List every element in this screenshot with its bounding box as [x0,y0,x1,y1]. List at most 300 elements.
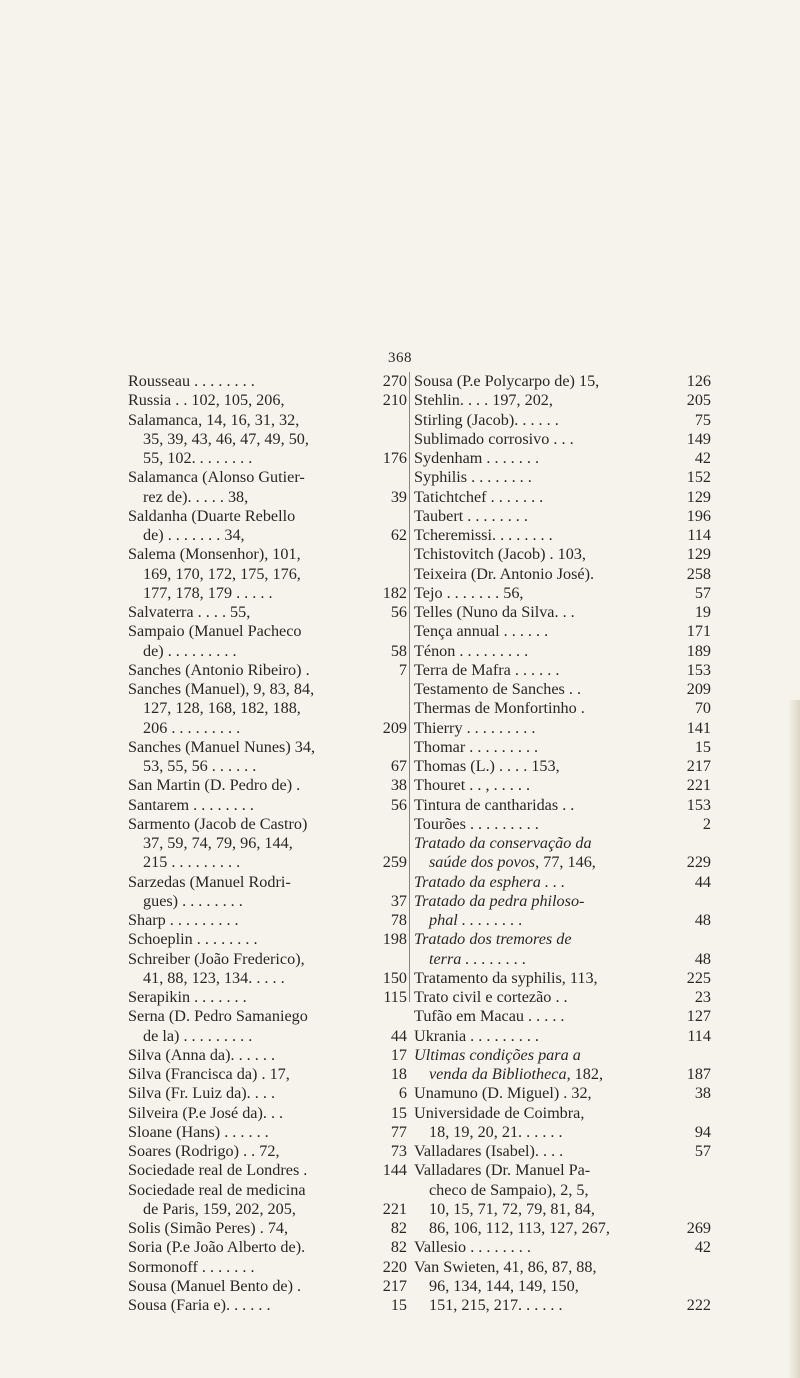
index-entry-text [414,565,677,584]
index-entry-text [128,603,373,622]
index-entry-page: 115 [383,988,407,1006]
index-entry-line: Sarmento (Jacob de Castro) [128,814,308,833]
index-entry-page: 152 [686,468,711,487]
index-entry-text [128,468,373,507]
index-entry [414,988,711,1007]
index-entry-line: 53, 55, 56 . . . . . . [143,757,257,775]
index-entry-page: 42 [694,1238,711,1257]
index-entry-line: 86, 106, 112, 113, 127, 267, [429,1219,610,1237]
index-entry-line: 96, 134, 144, 149, 150, [429,1276,579,1295]
index-entry-text [414,1046,677,1085]
index-entry [128,661,407,680]
index-entry-line: 35, 39, 43, 46, 47, 49, 50, [143,429,309,448]
index-entry-line: Sarzedas (Manuel Rodri- [128,872,291,891]
index-entry-page: 77 [390,1122,407,1141]
index-entry-text [414,738,677,757]
index-entry-line: Van Swieten, 41, 86, 87, 88, [414,1257,597,1276]
index-entry-line: Ukrania . . . . . . . . . [414,1026,539,1045]
index-entry [414,1161,711,1238]
index-entry-page: 259 [382,853,407,872]
index-entry-page: 220 [382,1257,407,1276]
index-entry-text [414,526,677,545]
index-entry-line: Schreiber (João Frederico), [128,949,305,968]
index-entry-text [128,1238,373,1257]
index-entry-text [128,1065,373,1084]
index-entry-page: 19 [694,603,711,621]
index-entry [414,1084,711,1103]
index-entry [128,815,407,873]
index-entry-text [414,642,677,661]
index-entry-text [414,391,677,410]
index-entry-text [128,1296,373,1315]
index-entry-text [414,430,677,449]
index-entry-page: 44 [390,1026,407,1045]
index-entry-line: Testamento de Sanches . . [414,680,581,698]
index-entry-page: 56 [390,795,407,814]
index-entry-text [414,873,677,892]
index-entry-text [414,411,677,430]
index-entry [128,1258,407,1277]
index-entry [128,930,407,949]
index-entry-line: Universidade de Coimbra, [414,1103,585,1122]
index-entry [414,873,711,892]
index-entry [128,411,407,469]
page-number: 368 [388,350,412,366]
index-entry-line: Sydenham . . . . . . . [414,449,539,467]
page-edge-stain [788,700,800,1378]
index-entry-line: Syphilis . . . . . . . . [414,468,532,487]
index-entry-line: Tença annual . . . . . . [414,622,549,641]
index-entry-page: 57 [694,1142,711,1160]
index-entry-page: 198 [382,930,407,949]
index-entry-text [414,545,677,564]
index-entry-line: Tintura de cantharidas . . [414,795,575,814]
index-entry-line: Sanches (Antonio Ribeiro) . [128,660,310,679]
index-entry-page: 62 [390,526,407,544]
index-entry-line: Tufão em Macau . . . . . [414,1007,565,1026]
index-entry-line: 215 . . . . . . . . . [143,853,241,872]
index-entry-page: 225 [686,968,711,987]
index-entry-page: 153 [686,795,711,814]
index-entry-text [414,757,677,776]
index-entry-text [128,1142,373,1161]
index-entry-page: 222 [686,1296,711,1314]
index-entry-line: Ultimas condições para a [414,1045,581,1064]
index-entry-line: de) . . . . . . . . . [143,641,237,660]
column-divider [409,372,410,1002]
index-entry [128,391,407,410]
index-entry-line: phal . . . . . . . . [429,911,523,929]
index-entry [128,603,407,622]
index-entry-line: Russia . . 102, 105, 206, [128,391,285,410]
index-entry-page: 94 [694,1122,711,1141]
index-entry-text [128,507,373,546]
index-entry-page: 129 [686,487,711,506]
index-entry-line: Tatichtchef . . . . . . . [414,487,544,506]
index-entry-text [128,930,373,949]
index-entry-line: Sloane (Hans) . . . . . . [128,1122,269,1141]
index-entry-page: 221 [382,1199,407,1218]
index-entry-page: 210 [382,391,407,410]
index-entry-line: Sousa (Manuel Bento de) . [128,1276,302,1295]
index-entry-text [128,372,373,391]
index-entry-text [414,776,677,795]
index-entry-text [128,738,373,777]
index-entry-line: Salamanca (Alonso Gutier- [128,468,305,487]
index-entry-text [414,1104,677,1143]
index-entry-text [128,622,373,661]
index-entry-line: Sanches (Manuel Nunes) 34, [128,737,316,756]
index-entry [128,738,407,777]
index-entry-text [414,930,677,969]
index-entry-line: Santarem . . . . . . . . [128,795,254,814]
index-entry-line: Silva (Fr. Luiz da). . . . [128,1084,276,1103]
index-entry-line: Tratado da pedra philoso- [414,891,585,910]
index-entry-line: Vallesio . . . . . . . . [414,1238,531,1257]
index-entry-page: 150 [382,968,407,987]
index-entry-text [414,1161,677,1238]
index-entry [414,661,711,680]
index-entry-page: 15 [390,1103,407,1122]
index-entry-page: 82 [390,1219,407,1237]
index-entry [128,468,407,507]
index-entry [414,1027,711,1046]
index-entry [128,507,407,546]
index-entry-page: 70 [694,699,711,718]
index-entry-page: 18 [390,1065,407,1083]
index-entry-page: 153 [686,660,711,679]
index-entry-line: 177, 178, 179 . . . . . [143,583,273,602]
index-entry [414,372,711,391]
index-entry-page: 229 [686,853,711,872]
index-entry-line: Trato civil e cortezão . . [414,988,568,1006]
index-entry-page: 15 [390,1296,407,1314]
index-entry [414,391,711,410]
index-entry [128,776,407,795]
index-entry [128,1065,407,1084]
index-entry [128,988,407,1007]
index-entry-line: Stehlin. . . . 197, 202, [414,391,553,410]
index-entry-line: Tratado da esphera . . . [414,872,566,891]
index-entry-page: 23 [694,988,711,1006]
index-entry-text [128,988,373,1007]
index-entry-page: 149 [686,429,711,448]
index-entry [128,680,407,738]
index-entry-text [128,950,373,989]
index-entry-page: 217 [686,757,711,775]
index-entry-page: 75 [694,410,711,429]
index-entry-text [414,1084,677,1103]
index-entry-line: Sociedade real de medicina [128,1180,306,1199]
index-entry-text [128,391,373,410]
index-entry [414,815,711,834]
index-entry [414,449,711,468]
index-entry-line: Solis (Simão Peres) . 74, [128,1219,289,1237]
index-entry-line: Schoeplin . . . . . . . . [128,930,258,949]
index-entry-line: 206 . . . . . . . . . [143,718,241,737]
index-entry [128,1296,407,1315]
index-entry-line: Tratado dos tremores de [414,930,572,949]
index-entry-line: Terra de Mafra . . . . . . [414,660,560,679]
index-entry [414,930,711,969]
index-entry-line: terra . . . . . . . . [429,949,527,968]
index-entry-line: Silva (Francisca da) . 17, [128,1065,290,1083]
index-entry-line: gues) . . . . . . . . [143,891,243,910]
index-entry-page: 82 [390,1238,407,1257]
index-entry-page: 209 [686,680,711,698]
index-entry-text [414,680,677,699]
index-entry-page: 57 [694,583,711,602]
index-entry-line: Valladares (Isabel). . . . [414,1142,564,1160]
index-entry [414,834,711,873]
index-entry-page: 78 [390,911,407,929]
index-entry-text [128,545,373,603]
index-entry-text [128,815,373,873]
index-entry-line: 151, 215, 217. . . . . . [429,1296,563,1314]
index-entry-line: Sanches (Manuel), 9, 83, 84, [128,680,315,698]
index-entry-text [128,911,373,930]
index-entry-text [414,699,677,718]
index-entry-text [414,1142,677,1161]
index-entry [128,1007,407,1046]
index-entry-line: 41, 88, 123, 134. . . . . [143,968,285,987]
index-entry-line: Sharp . . . . . . . . . [128,911,239,929]
index-entry-line: Silva (Anna da). . . . . . [128,1045,276,1064]
index-entry-text [414,661,677,680]
index-entry-text [414,603,677,622]
index-entry [414,565,711,584]
index-entry [128,873,407,912]
index-entry-page: 58 [390,641,407,660]
index-entry-text [128,1277,373,1296]
index-entry [128,545,407,603]
index-entry-text [128,776,373,795]
index-entry-page: 114 [687,1026,711,1045]
index-entry-page: 42 [694,449,711,467]
index-entry-line: Sousa (P.e Polycarpo de) 15, [414,372,600,390]
index-entry-text [414,1027,677,1046]
index-entry [414,776,711,795]
index-entry [128,1277,407,1296]
index-entry-line: Serapikin . . . . . . . [128,988,247,1006]
index-entry-page: 67 [390,757,407,775]
index-entry-line: Taubert . . . . . . . . [414,506,528,525]
index-entry-line: Tchistovitch (Jacob) . 103, [414,545,586,564]
index-entry [414,430,711,449]
index-entry-page: 114 [687,526,711,544]
index-entry-line: Tejo . . . . . . . 56, [414,583,524,602]
index-entry-line: de la) . . . . . . . . . [143,1026,253,1045]
index-entry-line: Stirling (Jacob). . . . . . [414,410,559,429]
index-entry-page: 48 [694,949,711,968]
index-entry-line: Sampaio (Manuel Pacheco [128,622,302,641]
index-entry-line: Thierry . . . . . . . . . [414,718,536,737]
index-column-left [128,372,407,1315]
index-entry [128,372,407,391]
index-entry-page: 209 [382,718,407,737]
index-entry [128,1238,407,1257]
index-entry [128,1084,407,1103]
index-entry [414,584,711,603]
index-entry-text [414,834,677,873]
index-entry-line: Sublimado corrosivo . . . [414,429,574,448]
index-entry-page: 48 [694,911,711,929]
index-entry-text [128,1219,373,1238]
index-entry-line: Soria (P.e João Alberto de). [128,1238,306,1257]
index-entry-text [414,969,677,988]
index-entry [414,796,711,815]
index-entry-line: Tourões . . . . . . . . . [414,814,539,833]
index-entry-line: Unamuno (D. Miguel) . 32, [414,1084,592,1103]
index-entry-line: Thermas de Monfortinho . [414,699,585,718]
index-entry-line: Rousseau . . . . . . . . [128,372,255,390]
index-entry-text [128,1123,373,1142]
index-entry-page: 176 [382,449,407,467]
index-entry [414,1007,711,1026]
index-entry [128,796,407,815]
index-entry [414,892,711,931]
index-entry-line: Teixeira (Dr. Antonio José). [414,564,595,583]
index-entry-page: 38 [694,1084,711,1103]
index-entry-text [414,488,677,507]
index-entry-text [128,411,373,469]
index-entry-text [414,1007,677,1026]
index-entry-page: 6 [398,1084,407,1103]
index-entry-page: 187 [686,1065,711,1083]
index-entry-text [414,1238,677,1257]
index-entry [128,1123,407,1142]
index-entry [128,1219,407,1238]
index-entry-page: 17 [390,1045,407,1064]
index-entry-line: 18, 19, 20, 21. . . . . . [429,1122,563,1141]
index-entry-page: 44 [694,872,711,891]
index-entry-page: 56 [390,603,407,621]
index-entry [128,1181,407,1220]
index-entry [414,1046,711,1085]
index-entry-line: San Martin (D. Pedro de) . [128,776,301,795]
index-entry-line: Tcheremissi. . . . . . . . [414,526,553,544]
index-entry-page: 129 [686,545,711,564]
index-entry-line: rez de). . . . . 38, [143,487,249,506]
index-entry [414,622,711,641]
index-entry-text [414,796,677,815]
index-entry-line: de Paris, 159, 202, 205, [143,1199,296,1218]
index-entry-page: 127 [686,1007,711,1026]
index-entry-text [128,680,373,738]
index-entry-line: Tratado da conservação da [414,834,592,852]
index-entry-text [128,873,373,912]
index-entry-text [128,1181,373,1220]
index-entry-page: 189 [686,641,711,660]
index-entry [128,911,407,930]
index-entry-line: Soares (Rodrigo) . . 72, [128,1142,280,1160]
index-entry-line: Serna (D. Pedro Samaniego [128,1007,308,1026]
index-entry [414,1142,711,1161]
index-entry [128,1104,407,1123]
index-entry-text [128,1258,373,1277]
index-entry-page: 171 [686,622,711,641]
index-entry [414,411,711,430]
index-entry [414,507,711,526]
index-entry-page: 269 [686,1219,711,1237]
index-entry-line: Valladares (Dr. Manuel Pa- [414,1161,591,1180]
index-entry-page: 2 [702,814,711,833]
index-entry-text [414,372,677,391]
index-entry-text [128,1007,373,1046]
index-entry-text [414,1258,677,1316]
index-entry [414,1258,711,1316]
index-entry-line: Salvaterra . . . . 55, [128,603,251,621]
index-entry [128,1046,407,1065]
index-entry [414,719,711,738]
index-entry-page: 141 [686,718,711,737]
index-entry-text [128,796,373,815]
index-entry [128,950,407,989]
index-entry-line: Sousa (Faria e). . . . . . [128,1296,271,1314]
index-entry-page: 7 [398,660,407,679]
index-entry-text [414,719,677,738]
index-entry-line: saúde dos povos, 77, 146, [429,853,596,872]
index-entry-text [414,468,677,487]
index-entry [414,468,711,487]
index-entry-text [128,1104,373,1123]
index-entry-line: Thomar . . . . . . . . . [414,737,539,756]
index-entry-line: Telles (Nuno da Silva. . . [414,603,575,621]
index-entry-line: 127, 128, 168, 182, 188, [143,699,301,718]
index-entry [414,642,711,661]
index-entry-text [414,507,677,526]
index-entry [414,699,711,718]
index-entry-page: 270 [382,372,407,390]
index-entry-page: 182 [382,583,407,602]
index-entry-page: 221 [686,776,711,795]
index-entry [414,526,711,545]
index-entry-page: 37 [390,891,407,910]
index-entry-page: 258 [686,564,711,583]
index-entry-text [128,1084,373,1103]
index-entry-page: 126 [686,372,711,390]
index-entry-line: Silveira (P.e José da). . . [128,1103,284,1122]
index-entry-line: Saldanha (Duarte Rebello [128,506,296,525]
index-entry-line: Ténon . . . . . . . . . [414,641,529,660]
index-column-right [414,372,711,1315]
index-entry-text [414,584,677,603]
index-entry [414,738,711,757]
index-entry [128,1142,407,1161]
index-entry-line: 10, 15, 71, 72, 79, 81, 84, [429,1199,595,1218]
index-entry-page: 38 [390,776,407,795]
index-entry [414,757,711,776]
index-entry-page: 196 [686,506,711,525]
index-entry [414,488,711,507]
index-entry-text [128,1161,373,1180]
index-entry-text [414,815,677,834]
index-entry-line: venda da Bibliotheca, 182, [429,1065,603,1083]
index-entry-line: 169, 170, 172, 175, 176, [143,564,301,583]
index-entry-page: 73 [390,1142,407,1160]
index-entry-line: Salamanca, 14, 16, 31, 32, [128,410,300,429]
index-entry-line: 55, 102. . . . . . . . [143,449,253,467]
index-entry [414,545,711,564]
index-entry-page: 15 [694,737,711,756]
index-entry-page: 217 [382,1276,407,1295]
index-entry-line: de) . . . . . . . 34, [143,526,245,544]
index-entry-line: Thomas (L.) . . . . 153, [414,757,560,775]
index-entry [128,1161,407,1180]
index-entry-text [128,661,373,680]
index-entry-text [414,892,677,931]
index-entry [128,622,407,661]
